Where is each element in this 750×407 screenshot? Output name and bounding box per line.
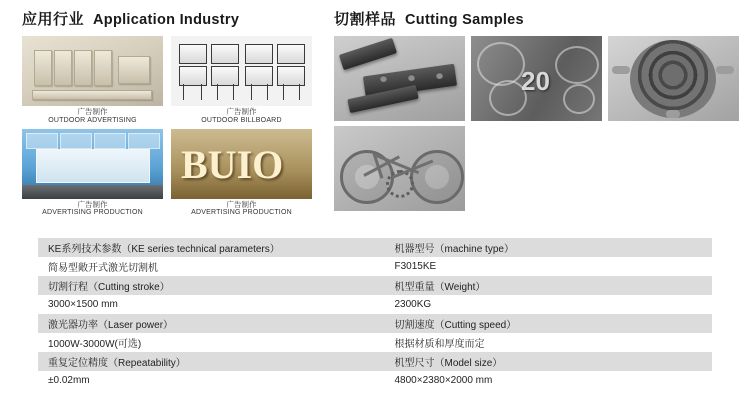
spec-left-cell: 3000×1500 mm xyxy=(38,295,384,314)
spec-left-cell: KE系列技术参数（KE series technical parameters） xyxy=(38,238,384,257)
spec-left-cell: 1000W-3000W(可选) xyxy=(38,333,384,352)
steel-plate-20-image xyxy=(471,36,602,121)
bicycle-cut-photo xyxy=(334,126,465,211)
spec-right-cell: 机型重量（Weight） xyxy=(384,276,712,295)
outdoor-advertising-image xyxy=(22,36,163,106)
spec-right-cell: 机型尺寸（Model size） xyxy=(384,352,712,371)
cutting-samples-title-cn: 切割样品 xyxy=(334,11,397,28)
caption-en: OUTDOOR ADVERTISING xyxy=(48,116,137,124)
table-row xyxy=(38,295,712,314)
black-metal-bars-image xyxy=(334,36,465,121)
table-row xyxy=(38,238,712,257)
cutting-samples-heading xyxy=(334,8,734,29)
application-photo-grid xyxy=(22,36,312,217)
spec-right-cell: 机器型号（machine type） xyxy=(384,238,712,257)
spec-left-cell: 简易型敞开式激光切割机 xyxy=(38,257,384,276)
outdoor-advertising-caption xyxy=(22,106,163,125)
steel-plate-20-photo xyxy=(471,36,602,121)
caption-cn: 广告制作 xyxy=(77,107,108,116)
galleries-row xyxy=(22,8,728,217)
caption-cn: 广告制作 xyxy=(226,199,257,209)
spec-right-cell: 4800×2380×2000 mm xyxy=(384,371,712,390)
spec-right-cell: 2300KG xyxy=(384,295,712,314)
spec-left-cell: 切割行程（Cutting stroke） xyxy=(38,276,384,295)
cutting-samples-section xyxy=(334,8,734,217)
cutting-photo-grid xyxy=(334,36,740,211)
spec-right-cell: 切割速度（Cutting speed） xyxy=(384,314,712,333)
buio-letters: BUIO xyxy=(181,141,284,187)
floral-mandala-photo xyxy=(608,36,739,121)
spec-left-cell: ±0.02mm xyxy=(38,371,384,390)
table-row xyxy=(38,371,712,390)
caption-cn: 广告制作 xyxy=(77,199,108,209)
advertising-production-letters-caption xyxy=(171,199,312,218)
specifications-table-body xyxy=(38,238,712,390)
outdoor-billboard-caption xyxy=(171,106,312,125)
floral-mandala-image xyxy=(608,36,739,121)
caption-en: ADVERTISING PRODUCTION xyxy=(191,209,292,217)
advertising-production-letters-image xyxy=(171,129,312,199)
table-row xyxy=(38,314,712,333)
application-industry-title-en: Application Industry xyxy=(93,12,240,28)
advertising-production-facade-image xyxy=(22,129,163,199)
caption-cn: 广告制作 xyxy=(226,107,257,116)
application-photo-cell xyxy=(22,36,163,125)
table-row xyxy=(38,257,712,276)
advertising-production-letters-photo xyxy=(171,129,312,199)
table-row xyxy=(38,276,712,295)
cutting-samples-title-en: Cutting Samples xyxy=(405,12,524,28)
spec-left-cell: 激光器功率（Laser power） xyxy=(38,314,384,333)
advertising-production-facade-caption xyxy=(22,199,163,218)
spec-left-cell: 重复定位精度（Repeatability） xyxy=(38,352,384,371)
application-photo-cell xyxy=(171,36,312,125)
application-photo-cell xyxy=(22,129,163,218)
application-industry-heading xyxy=(22,8,312,29)
application-photo-cell xyxy=(171,129,312,218)
application-industry-section xyxy=(22,8,312,217)
bicycle-cut-image xyxy=(334,126,465,211)
outdoor-advertising-photo xyxy=(22,36,163,106)
spec-right-cell: F3015KE xyxy=(384,257,712,276)
application-industry-title-cn: 应用行业 xyxy=(22,11,85,28)
table-row xyxy=(38,352,712,371)
caption-en: OUTDOOR BILLBOARD xyxy=(201,116,282,124)
table-row xyxy=(38,333,712,352)
caption-en: ADVERTISING PRODUCTION xyxy=(42,209,143,217)
outdoor-billboard-image xyxy=(171,36,312,106)
twenty-number: 20 xyxy=(521,66,550,96)
advertising-production-facade-photo xyxy=(22,129,163,199)
spec-right-cell: 根据材质和厚度而定 xyxy=(384,333,712,352)
outdoor-billboard-photo xyxy=(171,36,312,106)
black-metal-bars-photo xyxy=(334,36,465,121)
specifications-table xyxy=(38,238,712,390)
